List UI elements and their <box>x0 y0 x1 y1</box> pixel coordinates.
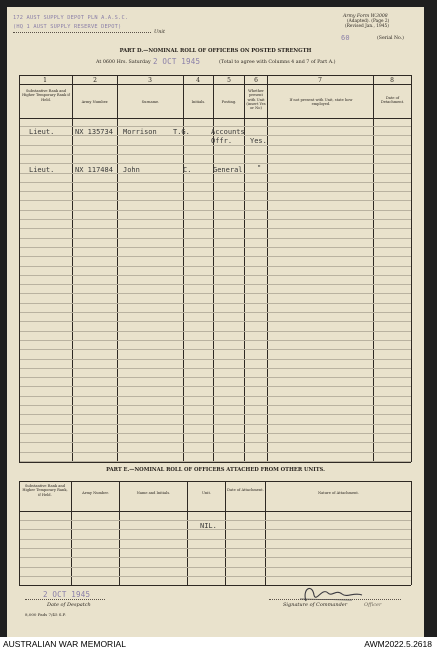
row-2-surname: John <box>123 166 140 174</box>
part-e-title: PART E.—NOMINAL ROLL OF OFFICERS ATTACHED FROM OTHER UNITS. <box>106 467 325 473</box>
ruled-line <box>20 126 411 127</box>
ruled-line <box>20 303 411 304</box>
part-e-top-border <box>19 481 411 482</box>
ruled-line <box>20 247 411 248</box>
column-header-army-number: Army Number. <box>81 100 109 104</box>
part-d-header-border <box>19 118 411 119</box>
ruled-line <box>20 266 411 267</box>
row-1-army-number: NX 135734 <box>75 128 113 136</box>
column-number: 1 <box>43 77 47 84</box>
ruled-line <box>20 461 411 462</box>
caption-bar <box>0 637 437 653</box>
part-e-col-line <box>19 481 20 585</box>
column-header-initials: Initials. <box>191 100 206 104</box>
row-2-initials: C. <box>183 166 192 174</box>
despatch-date-stamp: 2 OCT 1945 <box>43 590 91 599</box>
ruled-line <box>20 414 411 415</box>
caption-left: AUSTRALIAN WAR MEMORIAL <box>3 639 126 649</box>
ruled-line <box>20 219 411 220</box>
part-d-num-row-border <box>19 84 411 85</box>
part-e-header-army-number: Army Number. <box>82 491 109 495</box>
part-e-nil-entry: NIL. <box>200 522 217 530</box>
part-d-col-line <box>373 75 374 462</box>
part-d-title: PART D.—NOMINAL ROLL OF OFFICERS ON POSTED STRENGTH <box>119 48 312 54</box>
ruled-line <box>20 386 411 387</box>
despatch-date-label: Date of Despatch <box>47 602 91 608</box>
row-2-present: " <box>257 164 262 172</box>
part-d-col-line <box>411 75 412 462</box>
unit-underline <box>13 32 151 33</box>
row-2-rank: Lieut. <box>29 166 55 174</box>
part-d-col-line <box>72 75 73 462</box>
ruled-line <box>20 433 411 434</box>
ruled-line <box>20 154 411 155</box>
ruled-line <box>20 442 411 443</box>
column-header-how-employed: If not present with Unit, state how employed. <box>289 98 353 107</box>
ruled-line <box>20 349 411 350</box>
ruled-line <box>20 293 411 294</box>
part-e-col-line <box>411 481 412 585</box>
form-id-line3: (Revised Jan., 1945) <box>345 24 389 29</box>
ruled-line <box>20 256 411 257</box>
ruled-line <box>20 321 411 322</box>
row-1-rank: Lieut. <box>29 128 55 136</box>
part-d-date-stamp: 2 OCT 1945 <box>153 57 201 66</box>
form-id-line1: Army Form W.3008 <box>343 14 388 19</box>
part-d-col-line <box>19 75 20 462</box>
ruled-line <box>20 210 411 211</box>
signature-label: Signature of Commander <box>283 602 348 608</box>
ruled-line <box>20 191 411 192</box>
ruled-line <box>20 396 411 397</box>
column-header-rank: Substantive Rank and Higher Temporary Rank if Held. <box>22 89 70 102</box>
ruled-line <box>20 163 411 164</box>
row-1-present: Yes. <box>250 137 267 145</box>
ruled-line <box>20 405 411 406</box>
row-1-initials: T.G. <box>173 128 190 136</box>
part-e-col-line <box>71 481 72 585</box>
column-number: 8 <box>390 77 394 84</box>
ruled-line <box>20 377 411 378</box>
serial-label: (Serial No.) <box>377 36 404 41</box>
column-number: 2 <box>93 77 97 84</box>
part-e-col-line <box>119 481 120 585</box>
signature-line <box>269 599 401 600</box>
column-header-present: Whether present with Unit (insert Yes or No) <box>246 89 266 111</box>
part-d-col-line <box>117 75 118 462</box>
form-id-line2: (Adapted). (Page 2) <box>347 19 390 24</box>
ruled-line <box>20 238 411 239</box>
column-header-surname: Surname. <box>141 100 160 104</box>
serial-value: 60 <box>341 34 350 42</box>
part-d-total-text: (Total to agree with Columns 4 and 7 of Part A.) <box>219 60 336 65</box>
ruled-line <box>20 452 411 453</box>
part-e-header-attachment-date: Date of Attachment. <box>227 488 264 492</box>
part-e-col-line <box>187 481 188 585</box>
unit-stamp-line1: 172 AUST SUPPLY DEPOT PLN A.A.S.C. <box>13 15 129 21</box>
part-e-col-line <box>225 481 226 585</box>
caption-right: AWM2022.5.2618 <box>364 639 432 649</box>
ruled-line <box>20 359 411 360</box>
ruled-line <box>20 275 411 276</box>
part-d-bottom-border <box>19 462 411 463</box>
part-e-header-border <box>19 511 411 512</box>
despatch-date-line <box>25 599 105 600</box>
unit-stamp-line2: (HQ 1 AUST SUPPLY RESERVE DEPOT) <box>13 24 122 30</box>
ruled-line <box>20 368 411 369</box>
ruled-line <box>20 557 411 558</box>
ruled-line <box>20 182 411 183</box>
ruled-line <box>20 284 411 285</box>
part-d-top-border <box>19 75 411 76</box>
document-page <box>7 7 424 637</box>
part-e-col-line <box>265 481 266 585</box>
ruled-line <box>20 567 411 568</box>
row-1-posting: Accounts Offr. <box>211 128 245 145</box>
ruled-line <box>20 312 411 313</box>
column-number: 4 <box>196 77 200 84</box>
row-1-surname: Morrison <box>123 128 157 136</box>
ruled-line <box>20 576 411 577</box>
row-2-army-number: NX 117484 <box>75 166 113 174</box>
ruled-line <box>20 331 411 332</box>
column-number: 6 <box>254 77 258 84</box>
part-d-at-text: At 0600 Hrs. Saturday <box>96 60 151 65</box>
column-number: 7 <box>318 77 322 84</box>
signature-suffix: Officer <box>364 602 382 608</box>
part-e-header-rank: Substantive Rank and Higher Temporary Rank, if Held. <box>22 484 68 497</box>
part-e-header-nature: Nature of Attachment. <box>318 491 359 495</box>
column-header-posting: Posting. <box>221 100 237 104</box>
ruled-line <box>20 228 411 229</box>
column-number: 5 <box>227 77 231 84</box>
ruled-line <box>20 200 411 201</box>
column-header-detachment-date: Date of Detachment. <box>380 96 405 105</box>
part-e-header-unit: Unit. <box>201 491 212 495</box>
ruled-line <box>20 340 411 341</box>
ruled-line <box>20 548 411 549</box>
ruled-line <box>20 424 411 425</box>
print-note: 8,000 Pads 7/45 S.P. <box>25 612 66 617</box>
unit-label: Unit <box>154 29 166 35</box>
part-e-header-name: Name and Initials. <box>136 491 171 495</box>
row-2-posting: General <box>213 166 243 174</box>
ruled-line <box>20 520 411 521</box>
part-d-col-line <box>267 75 268 462</box>
column-number: 3 <box>148 77 152 84</box>
ruled-line <box>20 539 411 540</box>
